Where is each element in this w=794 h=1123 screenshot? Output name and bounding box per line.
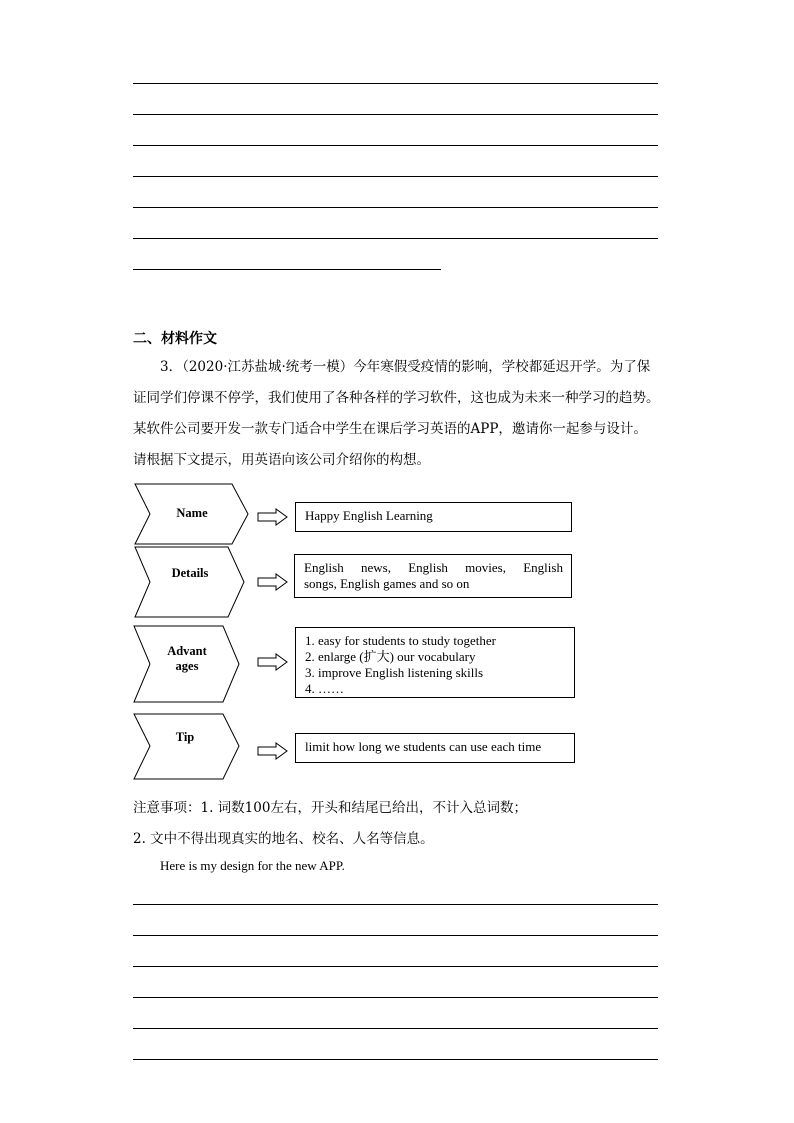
content-box-tip: limit how long we students can use each time	[295, 733, 575, 763]
writing-line	[133, 935, 658, 936]
note-line-2: 2. 文中不得出现真实的地名、校名、人名等信息。	[133, 831, 434, 847]
writing-line	[133, 997, 658, 998]
arrow-icon	[258, 574, 287, 590]
prompt-line: 证同学们停课不停学，我们使用了各种各样的学习软件，这也成为未来一种学习的趋势。	[133, 390, 660, 406]
writing-line	[133, 1059, 658, 1060]
prompt-line: 3．（2020·江苏盐城·统考一模）今年寒假受疫情的影响，学校都延迟开学。为了保	[160, 359, 651, 375]
chevron-details	[135, 547, 244, 617]
row-label-tip: Tip	[175, 730, 195, 744]
row-label-details: Details	[171, 566, 209, 580]
section-heading: 二、材料作文	[133, 331, 217, 347]
arrow-icon	[258, 509, 287, 525]
prompt-line: 某软件公司要开发一款专门适合中学生在课后学习英语的APP，邀请你一起参与设计。	[133, 421, 647, 437]
writing-line	[133, 904, 658, 905]
note-line-1: 注意事项：1. 词数100左右，开头和结尾已给出，不计入总词数；	[133, 800, 527, 816]
writing-line	[133, 966, 658, 967]
content-box-name: Happy English Learning	[295, 502, 572, 532]
essay-opening: Here is my design for the new APP.	[160, 858, 345, 873]
content-box-advantages: 1. easy for students to study together 2. enlarge (扩大) our vocabulary 3. improve English listening skills 4. ……	[295, 627, 575, 698]
row-label-name: Name	[176, 506, 208, 520]
arrow-icon	[258, 654, 287, 670]
prompt-line: 请根据下文提示，用英语向该公司介绍你的构想。	[133, 452, 430, 468]
row-label-advantages: Advant ages	[167, 644, 207, 673]
arrow-icon	[258, 743, 287, 759]
content-box-details: English news, English movies, English songs, English games and so on	[294, 554, 572, 598]
chevron-tip	[134, 714, 239, 779]
writing-line	[133, 1028, 658, 1029]
